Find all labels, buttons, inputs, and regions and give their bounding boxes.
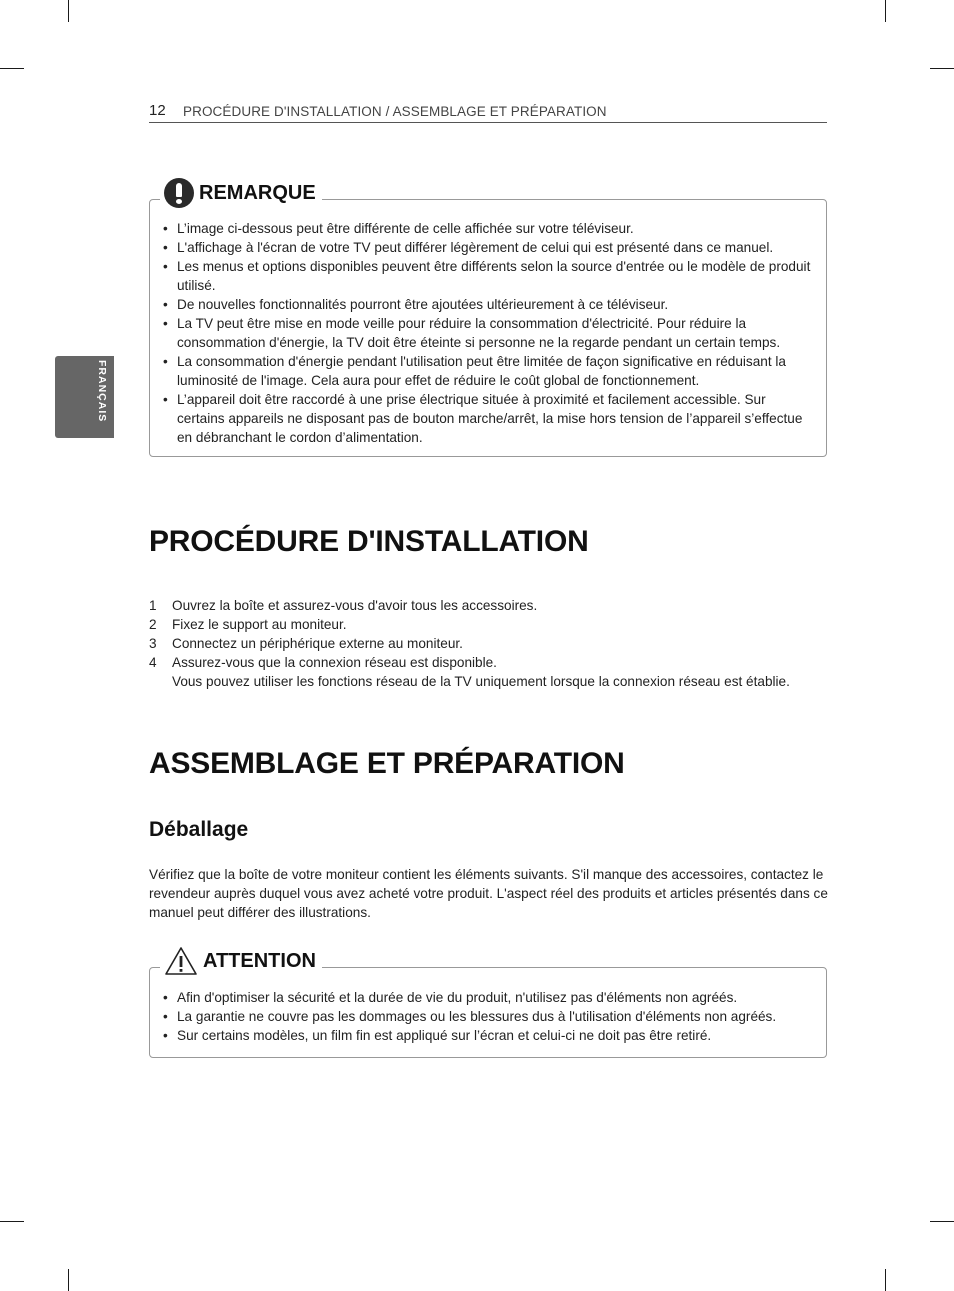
- crop-mark: [930, 1221, 954, 1222]
- list-item: • De nouvelles fonctionnalités pourront être ajoutées ultérieurement à ce téléviseur.: [162, 295, 814, 314]
- list-item: • La consommation d'énergie pendant l'utilisation peut être limitée de façon significative en réduisant la luminosité de l'image. Cela aura pour effet de réduire le coût global de fonctionnement.: [162, 352, 814, 390]
- crop-mark: [0, 68, 24, 69]
- step-item: [149, 615, 839, 634]
- crop-mark: [885, 0, 886, 22]
- exclamation-circle-icon: [164, 178, 194, 208]
- install-heading: PROCÉDURE D'INSTALLATION: [149, 525, 589, 558]
- caution-header: [160, 944, 322, 978]
- crop-mark: [930, 68, 954, 69]
- install-steps: [149, 596, 839, 691]
- running-title: PROCÉDURE D'INSTALLATION / ASSEMBLAGE ET PRÉPARATION: [183, 104, 607, 119]
- crop-mark: [68, 0, 69, 22]
- step-number: 3: [149, 636, 157, 651]
- caution-list: [162, 988, 814, 1045]
- step-number: 2: [149, 617, 157, 632]
- crop-mark: [68, 1269, 69, 1291]
- list-item: • Afin d'optimiser la sécurité et la durée de vie du produit, n'utilisez pas d'éléments non agréés.: [162, 988, 814, 1007]
- step-item: [149, 634, 839, 653]
- note-box: [149, 181, 827, 457]
- list-item: • L’appareil doit être raccordé à une prise électrique située à proximité et facilement accessible. Sur certains appareils ne disposant pas de bouton marche/arrêt, la mise hors tension de l’appareil s’effectue en débranchant le cordon d’alimentation.: [162, 390, 814, 447]
- note-list: [162, 219, 814, 447]
- crop-mark: [885, 1269, 886, 1291]
- list-item: • L'affichage à l'écran de votre TV peut différer légèrement de celui qui est présenté dans ce manuel.: [162, 238, 814, 257]
- note-header: [160, 176, 322, 210]
- page-number: 12: [149, 102, 166, 119]
- note-title: REMARQUE: [199, 181, 316, 204]
- step-text: Fixez le support au moniteur.: [172, 617, 347, 632]
- unpacking-subheading: Déballage: [149, 818, 249, 841]
- step-subtext: [149, 672, 839, 691]
- crop-mark: [0, 1221, 24, 1222]
- warning-triangle-icon: [164, 946, 198, 976]
- step-text: Vous pouvez utiliser les fonctions réseau de la TV uniquement lorsque la connexion réseau est établie.: [172, 674, 790, 689]
- language-tab-label: FRANÇAIS: [96, 360, 108, 423]
- step-item: [149, 596, 839, 615]
- assembly-heading: ASSEMBLAGE ET PRÉPARATION: [149, 747, 625, 780]
- step-item: [149, 653, 839, 672]
- list-item: • La garantie ne couvre pas les dommages ou les blessures dus à l'utilisation d'éléments non agréés.: [162, 1007, 814, 1026]
- list-item: • Les menus et options disponibles peuvent être différents selon la source d'entrée ou le modèle de produit utilisé.: [162, 257, 814, 295]
- step-number: 1: [149, 598, 157, 613]
- page-header: [149, 102, 827, 123]
- list-item: • Sur certains modèles, un film fin est appliqué sur l’écran et celui-ci ne doit pas être retiré.: [162, 1026, 814, 1045]
- step-text: Ouvrez la boîte et assurez-vous d'avoir tous les accessoires.: [172, 598, 538, 613]
- list-item: • La TV peut être mise en mode veille pour réduire la consommation d'électricité. Pour réduire la consommation d'énergie, la TV doit être éteinte si personne ne la regarde pendant un certain temps.: [162, 314, 814, 352]
- caution-title: ATTENTION: [203, 949, 316, 972]
- step-number: 4: [149, 655, 157, 670]
- step-text: Assurez-vous que la connexion réseau est disponible.: [172, 655, 497, 670]
- step-text: Connectez un périphérique externe au moniteur.: [172, 636, 463, 651]
- language-tab: [55, 356, 114, 438]
- unpacking-paragraph: Vérifiez que la boîte de votre moniteur contient les éléments suivants. S'il manque des accessoires, contactez le revendeur auprès duquel vous avez acheté votre produit. L'aspect réel des produits et articles présentés dans ce manuel peut différer des illustrations.: [149, 867, 828, 920]
- list-item: • L’image ci-dessous peut être différente de celle affichée sur votre téléviseur.: [162, 219, 814, 238]
- caution-box: [149, 949, 827, 1058]
